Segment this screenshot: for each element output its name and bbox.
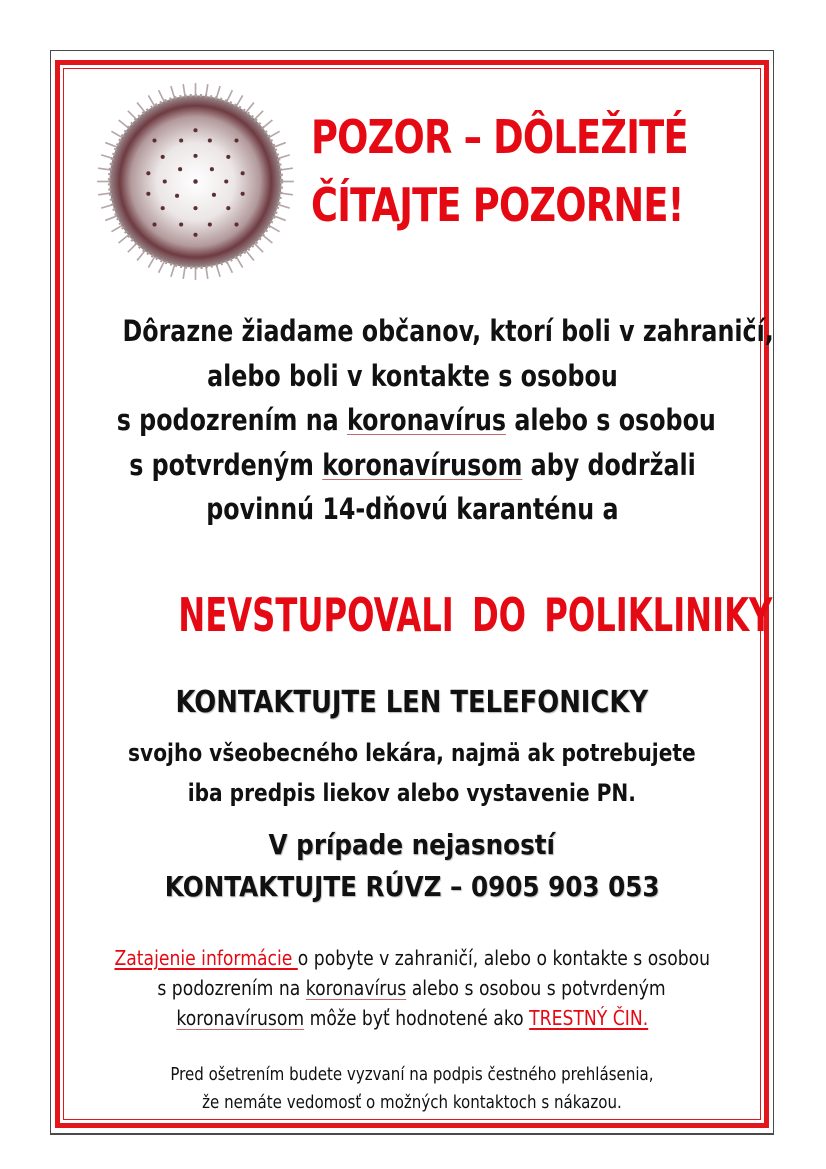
poster-title	[311, 103, 688, 239]
appeal-line-3-pre: s podozrením na	[116, 403, 348, 437]
contact-line-2: iba predpis liekov alebo vystavenie PN.	[187, 779, 637, 807]
unclear-line-2-phone: KONTAKTUJTE RÚVZ – 0905 903 053	[164, 870, 660, 903]
unclear-line-1: V prípade nejasností	[268, 828, 556, 861]
appeal-line-5: povinnú 14-dňovú karanténu a	[205, 492, 619, 526]
appeal-line-4-pre: s potvrdeným	[128, 447, 322, 482]
appeal-line-4-post: aby dodržali	[521, 447, 696, 482]
warning-paragraph	[51, 943, 773, 1033]
warning-line-3	[176, 1003, 648, 1033]
footer-line-2: že nemáte vedomosť o možných kontaktoch s nákazou.	[202, 1093, 622, 1113]
contact-heading	[51, 683, 773, 723]
footer-line-1: Pred ošetrením budete vyzvaní na podpis čestného prehlásenia,	[170, 1065, 654, 1085]
warning-line-2-post: alebo s osobou s potvrdeným	[406, 976, 667, 1000]
poster-content	[51, 51, 773, 1133]
contact-line-1: svojho všeobecného lekára, najmä ak potrebujete	[128, 739, 696, 767]
appeal-paragraph	[51, 309, 773, 532]
footer-note	[51, 1061, 773, 1117]
warning-line-1-rest: o pobyte v zahraničí, alebo o kontakte s osobou	[297, 946, 710, 970]
koronavirus-word: koronavírus	[347, 403, 507, 437]
appeal-line-2: alebo boli v kontakte s osobou	[206, 358, 618, 393]
title-line-1: POZOR – DÔLEŽITÉ	[311, 110, 688, 164]
appeal-line-3-post: alebo s osobou	[506, 403, 716, 437]
title-line-2: ČÍTAJTE POZORNE!	[311, 178, 684, 232]
warning-line-3-mid: môže byť hodnotené ako	[303, 1006, 529, 1030]
unclear-section	[51, 824, 773, 908]
poster-page	[50, 50, 774, 1135]
koronavirusom-word-2: koronavírusom	[176, 1006, 304, 1030]
koronavirusom-word: koronavírusom	[321, 447, 522, 482]
coronavirus-icon	[93, 79, 298, 284]
contact-details	[51, 733, 773, 813]
appeal-line-3	[117, 398, 716, 443]
warning-line-1	[114, 943, 710, 973]
appeal-line-1: Dôrazne žiadame občanov, ktorí boli v zahraničí,	[122, 314, 774, 348]
warning-line-2	[158, 973, 666, 1003]
headline-no-entry	[51, 587, 773, 643]
appeal-line-4	[129, 443, 696, 488]
criminal-offense-text: TRESTNÝ ČIN.	[528, 1006, 648, 1030]
warning-line-2-pre: s podozrením na	[157, 976, 307, 1000]
concealment-text: Zatajenie informácie	[114, 946, 298, 970]
headline-text: NEVSTUPOVALI DO POLIKLINIKY	[178, 588, 773, 642]
koronavirus-word-2: koronavírus	[306, 976, 407, 1000]
contact-heading-text: KONTAKTUJTE LEN TELEFONICKY	[175, 685, 649, 720]
